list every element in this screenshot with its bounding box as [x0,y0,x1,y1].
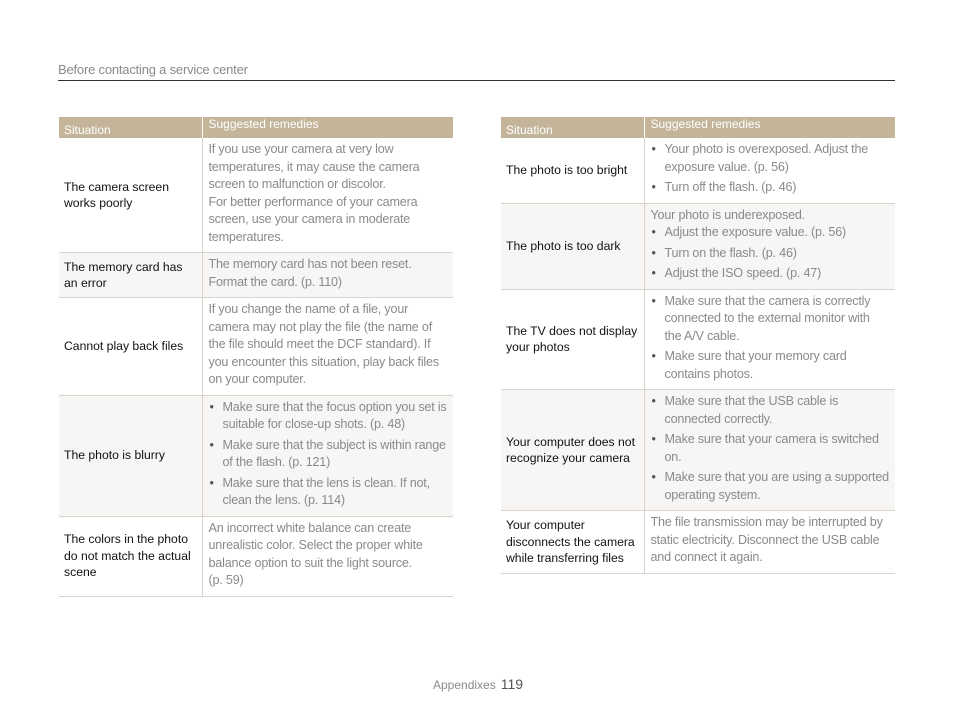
page-footer [433,676,523,692]
remedy-bullet: • Make sure that the focus option you set is suitable for close-up shots. (p. 48) [209,399,448,434]
remedy-bullet-list [651,224,890,283]
situation-cell: The colors in the photo do not match the actual scene [59,516,202,596]
remedy-bullet: • Make sure that you are using a supported operating system. [651,469,890,504]
situation-cell: The camera screen works poorly [59,138,202,253]
remedy-cell [202,395,453,516]
column-header-situation: Situation [501,117,644,138]
remedy-cell [644,138,895,203]
remedy-bullet: • Make sure that your memory card contains photos. [651,348,890,383]
remedy-cell [644,390,895,511]
table-row [501,138,895,203]
remedy-bullet: • Make sure that the lens is clean. If not, clean the lens. (p. 114) [209,475,448,510]
table-row [59,395,453,516]
remedy-intro: Your photo is underexposed. [650,207,805,222]
footer-section-label: Appendixes [433,678,496,692]
remedy-bullet: • Your photo is overexposed. Adjust the exposure value. (p. 56) [651,141,890,176]
troubleshooting-table-right [501,117,895,574]
table-row [501,511,895,574]
column-header-remedies: Suggested remedies [644,117,895,138]
remedy-cell [202,516,453,596]
situation-cell: The photo is blurry [59,395,202,516]
remedy-text: For better performance of your camera screen, use your camera in moderate temperatures. [208,194,418,244]
table-row [501,203,895,289]
remedy-cell [644,289,895,390]
remedy-text: (p. 59) [208,573,244,587]
remedy-text: An incorrect white balance can create unrealistic color. Select the proper white balance option to suit the light source. [208,520,423,570]
situation-cell: The photo is too bright [501,138,644,203]
table-row [59,138,453,253]
remedy-cell [202,298,453,396]
table-row [59,298,453,396]
table-row [59,516,453,596]
remedy-text: The memory card has not been reset. Format the card. (p. 110) [208,257,412,289]
remedy-bullet: • Make sure that your camera is switched on. [651,431,890,466]
column-header-situation: Situation [59,117,202,138]
remedy-bullet-list [651,141,890,197]
remedy-bullet: • Make sure that the subject is within range of the flash. (p. 121) [209,437,448,472]
remedy-bullet: • Make sure that the camera is correctly connected to the external monitor with the A/V cable. [651,293,890,346]
remedy-cell [202,253,453,298]
remedy-cell [644,203,895,289]
situation-cell: The memory card has an error [59,253,202,298]
header-divider [58,80,895,81]
page-header-title: Before contacting a service center [58,62,248,77]
remedy-bullet: • Make sure that the USB cable is connected correctly. [651,393,890,428]
remedy-bullet: • Adjust the ISO speed. (p. 47) [651,265,890,283]
column-header-remedies: Suggested remedies [202,117,453,138]
situation-cell: The TV does not display your photos [501,289,644,390]
remedy-text: If you use your camera at very low temperatures, it may cause the camera screen to malfunction or discolor. [208,142,420,191]
remedy-bullet-list [209,399,448,510]
situation-cell: The photo is too dark [501,203,644,289]
remedy-bullet: • Turn on the flash. (p. 46) [651,245,890,263]
table-row [501,289,895,390]
remedy-text: The file transmission may be interrupted by static electricity. Disconnect the USB cable and connect it again. [650,515,883,564]
table-row [59,253,453,298]
situation-cell: Your computer disconnects the camera while transferring files [501,511,644,574]
troubleshooting-table-left [59,117,453,597]
table-row [501,390,895,511]
remedy-text: If you change the name of a file, your camera may not play the file (the name of the file should meet the DCF standard). If you encounter this situation, play back files on your computer. [208,302,439,386]
remedy-cell [644,511,895,574]
situation-cell: Your computer does not recognize your camera [501,390,644,511]
page-number: 119 [500,676,524,692]
remedy-bullet-list [651,293,890,384]
remedy-cell [202,138,453,253]
remedy-bullet-list [651,393,890,504]
remedy-bullet: • Turn off the flash. (p. 46) [651,179,890,197]
situation-cell: Cannot play back files [59,298,202,396]
remedy-bullet: • Adjust the exposure value. (p. 56) [651,224,890,242]
